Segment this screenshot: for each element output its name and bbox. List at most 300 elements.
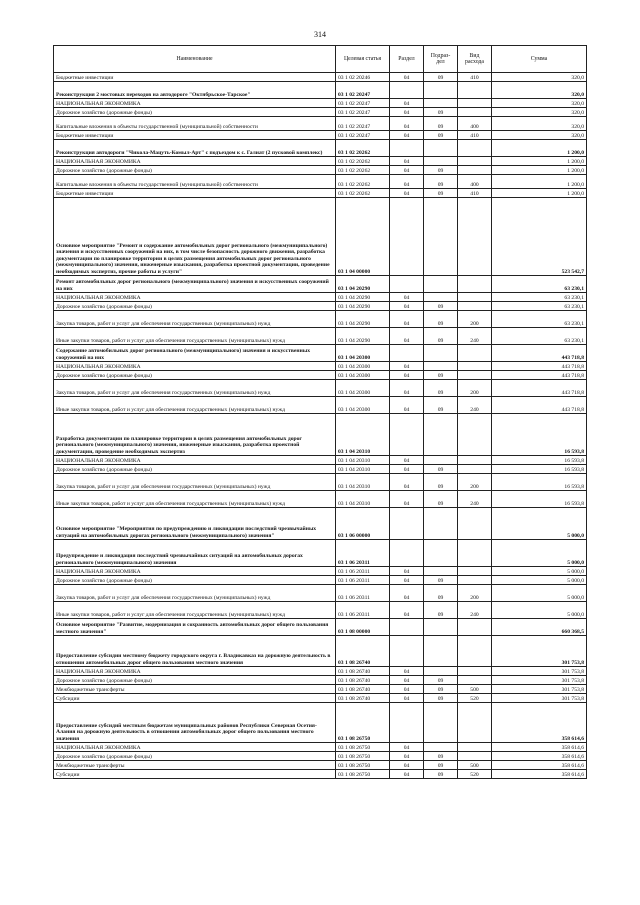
table-row [54,474,587,491]
table-row [54,743,587,752]
cell-name: НАЦИОНАЛЬНАЯ ЭКОНОМИКА [54,293,336,302]
table-row [54,752,587,761]
cell-expense-type [458,293,492,302]
cell-subsection: 09 [424,302,458,311]
cell-section [390,414,424,456]
cell-sum: 443 718,8 [492,397,587,414]
header-subsection: Подраз- дел [424,46,458,73]
cell-section: 04 [390,166,424,175]
cell-sum: 443 718,8 [492,345,587,362]
cell-expense-type: 520 [458,770,492,779]
cell-section: 04 [390,667,424,676]
cell-sum: 358 614,6 [492,770,587,779]
cell-name: Бюджетные инвестиции [54,131,336,140]
cell-name: Субсидии [54,770,336,779]
cell-target-article: 03 1 04 20300 [336,362,390,371]
table-row [54,491,587,508]
table-row [54,345,587,362]
cell-expense-type: 240 [458,602,492,619]
cell-expense-type [458,157,492,166]
cell-expense-type: 240 [458,491,492,508]
cell-name: Основное мероприятие "Мероприятия по предупреждению и ликвидации последствий чрезвычайных ситуаций на автомобильных дорогах регионального (межмуниципального) значения" [54,508,336,540]
cell-name: Дорожное хозяйство (дорожные фонды) [54,576,336,585]
table-row [54,108,587,117]
cell-section: 04 [390,117,424,131]
cell-subsection: 09 [424,685,458,694]
cell-sum: 16 593,8 [492,474,587,491]
table-row [54,99,587,108]
cell-target-article: 03 1 04 20300 [336,380,390,397]
header-target-article: Целевая статья [336,46,390,73]
cell-sum: 16 593,8 [492,456,587,465]
table-row [54,456,587,465]
cell-section: 04 [390,108,424,117]
cell-subsection [424,508,458,540]
cell-name: Бюджетные инвестиции [54,73,336,82]
cell-name: Разработка документации по планировке территории в целях размещения автомобильных дорог регионального (межмуниципального) значения, инженерные изыскания, разработка проектной документации, проведение необходимых экспертиз [54,414,336,456]
cell-expense-type [458,743,492,752]
table-row [54,371,587,380]
cell-target-article: 03 1 02 20246 [336,73,390,82]
cell-name: Иные закупки товаров, работ и услуг для обеспечения государственных (муниципальных) нужд [54,491,336,508]
cell-subsection: 09 [424,371,458,380]
cell-section: 04 [390,157,424,166]
cell-subsection [424,293,458,302]
cell-section: 04 [390,685,424,694]
cell-subsection [424,140,458,157]
cell-sum: 1 200,0 [492,166,587,175]
table-row [54,380,587,397]
cell-target-article: 03 1 02 20262 [336,157,390,166]
cell-target-article: 03 1 08 26750 [336,761,390,770]
cell-sum: 443 718,8 [492,371,587,380]
cell-section [390,140,424,157]
cell-subsection: 09 [424,752,458,761]
cell-target-article: 03 1 08 26740 [336,667,390,676]
cell-subsection [424,99,458,108]
table-row [54,293,587,302]
cell-target-article: 03 1 04 00000 [336,198,390,276]
cell-target-article: 03 1 02 20247 [336,117,390,131]
cell-section: 04 [390,602,424,619]
table-row [54,140,587,157]
cell-section: 04 [390,465,424,474]
cell-section [390,636,424,667]
cell-sum: 443 718,8 [492,362,587,371]
budget-table [53,45,587,779]
cell-name: Иные закупки товаров, работ и услуг для обеспечения государственных (муниципальных) нужд [54,397,336,414]
table-row [54,576,587,585]
cell-name: Дорожное хозяйство (дорожные фонды) [54,166,336,175]
cell-target-article: 03 1 04 20290 [336,328,390,345]
cell-subsection: 09 [424,380,458,397]
table-row [54,311,587,328]
cell-name: Капитальные вложения в объекты государственной (муниципальной) собственности [54,175,336,189]
table-row [54,465,587,474]
cell-subsection: 09 [424,474,458,491]
cell-name: Предоставление субсидии местному бюджету городского округа г. Владикавказ на дорожную деятельность в отношении автомобильных дорог общего пользования местного значения [54,636,336,667]
cell-name: Закупка товаров, работ и услуг для обеспечения государственных (муниципальных) нужд [54,474,336,491]
cell-sum: 358 614,6 [492,743,587,752]
header-section: Раздел [390,46,424,73]
cell-subsection [424,567,458,576]
table-row [54,761,587,770]
cell-expense-type: 200 [458,311,492,328]
cell-target-article: 03 1 06 20311 [336,576,390,585]
cell-subsection [424,619,458,636]
cell-subsection: 09 [424,576,458,585]
cell-expense-type: 410 [458,131,492,140]
cell-subsection [424,362,458,371]
cell-sum: 320,0 [492,82,587,99]
cell-section: 04 [390,491,424,508]
cell-subsection [424,82,458,99]
cell-target-article: 03 1 04 20300 [336,345,390,362]
cell-subsection: 09 [424,117,458,131]
table-row [54,703,587,743]
cell-section: 04 [390,189,424,198]
cell-target-article: 03 1 08 26740 [336,694,390,703]
table-row [54,302,587,311]
cell-target-article: 03 1 02 20262 [336,189,390,198]
cell-expense-type [458,345,492,362]
cell-target-article: 03 1 02 20247 [336,99,390,108]
cell-expense-type [458,636,492,667]
cell-subsection [424,636,458,667]
cell-sum: 63 230,1 [492,276,587,293]
cell-expense-type: 520 [458,694,492,703]
cell-subsection: 09 [424,676,458,685]
table-row [54,157,587,166]
cell-expense-type [458,540,492,567]
cell-section: 04 [390,770,424,779]
cell-subsection: 09 [424,465,458,474]
header-expense-type: Вид расхода [458,46,492,73]
cell-sum: 301 753,8 [492,636,587,667]
cell-name: Дорожное хозяйство (дорожные фонды) [54,676,336,685]
cell-target-article: 03 1 06 20311 [336,567,390,576]
cell-target-article: 03 1 04 20310 [336,491,390,508]
cell-section: 04 [390,694,424,703]
cell-sum: 1 200,0 [492,157,587,166]
cell-sum: 358 614,6 [492,761,587,770]
table-row [54,585,587,602]
header-name: Наименование [54,46,336,73]
cell-section: 04 [390,175,424,189]
cell-subsection: 09 [424,166,458,175]
cell-sum: 320,0 [492,99,587,108]
cell-subsection: 09 [424,397,458,414]
cell-subsection: 09 [424,491,458,508]
cell-name: Содержание автомобильных дорог регионального (межмуниципального) значения и искусственных сооружений на них [54,345,336,362]
table-row [54,328,587,345]
cell-sum: 301 753,8 [492,676,587,685]
cell-target-article: 03 1 08 26750 [336,743,390,752]
table-row [54,276,587,293]
cell-expense-type: 240 [458,328,492,345]
cell-name: Дорожное хозяйство (дорожные фонды) [54,302,336,311]
cell-section [390,540,424,567]
cell-subsection [424,345,458,362]
cell-expense-type: 200 [458,585,492,602]
cell-section: 04 [390,73,424,82]
cell-name: Межбюджетные трансферты [54,761,336,770]
cell-expense-type [458,108,492,117]
cell-expense-type: 410 [458,189,492,198]
cell-sum: 5 000,0 [492,602,587,619]
cell-subsection: 09 [424,73,458,82]
cell-sum: 5 000,0 [492,585,587,602]
cell-expense-type [458,99,492,108]
cell-name: Закупка товаров, работ и услуг для обеспечения государственных (муниципальных) нужд [54,585,336,602]
table-row [54,694,587,703]
cell-name: Иные закупки товаров, работ и услуг для обеспечения государственных (муниципальных) нужд [54,602,336,619]
cell-section [390,508,424,540]
cell-sum: 63 230,1 [492,293,587,302]
cell-sum: 443 718,8 [492,380,587,397]
cell-name: Иные закупки товаров, работ и услуг для обеспечения государственных (муниципальных) нужд [54,328,336,345]
table-row [54,636,587,667]
cell-target-article: 03 1 04 20300 [336,397,390,414]
cell-expense-type: 200 [458,380,492,397]
cell-target-article: 03 1 02 20262 [336,140,390,157]
table-row [54,117,587,131]
cell-sum: 320,0 [492,117,587,131]
cell-subsection: 09 [424,585,458,602]
cell-section [390,703,424,743]
cell-subsection: 09 [424,770,458,779]
table-row [54,397,587,414]
table-row [54,131,587,140]
table-row [54,685,587,694]
cell-name: Предоставление субсидий местным бюджетам муниципальных районов Республики Северная Осетия-Алания на дорожную деятельность в отношении автомобильных дорог общего пользования местного значения [54,703,336,743]
cell-section: 04 [390,311,424,328]
cell-name: Закупка товаров, работ и услуг для обеспечения государственных (муниципальных) нужд [54,380,336,397]
cell-sum: 660 368,5 [492,619,587,636]
cell-subsection [424,276,458,293]
cell-section: 04 [390,743,424,752]
cell-target-article: 03 1 04 20290 [336,311,390,328]
cell-name: НАЦИОНАЛЬНАЯ ЭКОНОМИКА [54,667,336,676]
cell-target-article: 03 1 04 20310 [336,456,390,465]
cell-name: Дорожное хозяйство (дорожные фонды) [54,108,336,117]
cell-target-article: 03 1 02 20247 [336,131,390,140]
table-header-row [54,46,587,73]
cell-section [390,345,424,362]
cell-expense-type [458,362,492,371]
cell-section: 04 [390,752,424,761]
cell-sum: 5 000,0 [492,508,587,540]
cell-expense-type [458,676,492,685]
cell-target-article: 03 1 08 26750 [336,703,390,743]
cell-sum: 5 000,0 [492,576,587,585]
cell-expense-type [458,198,492,276]
table-row [54,508,587,540]
cell-section [390,82,424,99]
cell-target-article: 03 1 08 26750 [336,752,390,761]
cell-name: Закупка товаров, работ и услуг для обеспечения государственных (муниципальных) нужд [54,311,336,328]
cell-expense-type [458,567,492,576]
page-number: 314 [314,30,326,39]
cell-subsection: 09 [424,189,458,198]
cell-section: 04 [390,371,424,380]
cell-target-article: 03 1 08 00000 [336,619,390,636]
cell-expense-type [458,619,492,636]
cell-expense-type [458,166,492,175]
cell-target-article: 03 1 04 20310 [336,465,390,474]
cell-expense-type [458,82,492,99]
cell-target-article: 03 1 02 20262 [336,175,390,189]
cell-target-article: 03 1 02 20247 [336,108,390,117]
cell-expense-type: 400 [458,117,492,131]
table-row [54,667,587,676]
cell-section: 04 [390,474,424,491]
cell-subsection [424,540,458,567]
header-sum: Сумма [492,46,587,73]
cell-section [390,198,424,276]
cell-subsection [424,743,458,752]
cell-subsection: 09 [424,108,458,117]
cell-subsection: 09 [424,602,458,619]
cell-name: НАЦИОНАЛЬНАЯ ЭКОНОМИКА [54,99,336,108]
cell-subsection: 09 [424,311,458,328]
cell-expense-type [458,456,492,465]
table-row [54,175,587,189]
table-row [54,82,587,99]
cell-section: 04 [390,567,424,576]
cell-name: НАЦИОНАЛЬНАЯ ЭКОНОМИКА [54,743,336,752]
cell-target-article: 03 1 04 20290 [336,293,390,302]
cell-expense-type [458,302,492,311]
cell-sum: 320,0 [492,108,587,117]
cell-section [390,619,424,636]
cell-target-article: 03 1 06 00000 [336,508,390,540]
table-row [54,166,587,175]
cell-subsection [424,456,458,465]
cell-target-article: 03 1 06 20311 [336,602,390,619]
cell-subsection: 09 [424,131,458,140]
cell-section: 04 [390,328,424,345]
table-row [54,619,587,636]
table-row [54,602,587,619]
cell-section: 04 [390,761,424,770]
cell-expense-type: 240 [458,397,492,414]
cell-target-article: 03 1 08 26740 [336,685,390,694]
cell-expense-type [458,667,492,676]
cell-sum: 301 753,8 [492,685,587,694]
cell-expense-type [458,576,492,585]
cell-sum: 1 200,0 [492,140,587,157]
cell-name: Межбюджетные трансферты [54,685,336,694]
table-row [54,198,587,276]
cell-name: Основное мероприятие "Ремонт и содержание автомобильных дорог регионального (межмуниципального) значения и искусственных сооружений на них, в том числе безопасность дорожного движения, разработка документации по планировке территории в целях размещения автомобильных дорог регионального (межмуниципального) значения, инженерные изыскания, разработка проектной документации, проведение необходимых экспертиз, прочие работы и услуги" [54,198,336,276]
cell-name: НАЦИОНАЛЬНАЯ ЭКОНОМИКА [54,567,336,576]
table-row [54,567,587,576]
cell-name: Субсидии [54,694,336,703]
cell-sum: 16 593,8 [492,491,587,508]
cell-section [390,276,424,293]
table-row [54,73,587,82]
cell-sum: 301 753,8 [492,667,587,676]
cell-name: Дорожное хозяйство (дорожные фонды) [54,465,336,474]
cell-section: 04 [390,380,424,397]
cell-subsection: 09 [424,175,458,189]
cell-target-article: 03 1 02 20262 [336,166,390,175]
cell-name: Дорожное хозяйство (дорожные фонды) [54,752,336,761]
cell-expense-type [458,140,492,157]
cell-name: НАЦИОНАЛЬНАЯ ЭКОНОМИКА [54,362,336,371]
cell-subsection [424,414,458,456]
cell-expense-type [458,752,492,761]
cell-name: Капитальные вложения в объекты государственной (муниципальной) собственности [54,117,336,131]
cell-expense-type: 200 [458,474,492,491]
cell-section: 04 [390,131,424,140]
cell-sum: 358 614,6 [492,752,587,761]
table-row [54,414,587,456]
cell-expense-type: 500 [458,685,492,694]
cell-name: НАЦИОНАЛЬНАЯ ЭКОНОМИКА [54,456,336,465]
cell-section: 04 [390,585,424,602]
cell-target-article: 03 1 02 20247 [336,82,390,99]
cell-target-article: 03 1 04 20290 [336,276,390,293]
cell-expense-type [458,703,492,743]
cell-expense-type [458,371,492,380]
cell-name: Предупреждение и ликвидация последствий чрезвычайных ситуаций на автомобильных дорогах регионального (межмуниципального) значения [54,540,336,567]
cell-target-article: 03 1 04 20310 [336,474,390,491]
cell-sum: 16 593,8 [492,465,587,474]
cell-sum: 5 000,0 [492,567,587,576]
cell-name: Реконструкция 2 мостовых переходов на автодороге "Октябрьское-Тарское" [54,82,336,99]
cell-subsection: 09 [424,328,458,345]
cell-sum: 1 200,0 [492,175,587,189]
cell-subsection [424,703,458,743]
cell-target-article: 03 1 04 20290 [336,302,390,311]
cell-sum: 5 000,0 [492,540,587,567]
cell-subsection [424,157,458,166]
cell-expense-type [458,508,492,540]
cell-target-article: 03 1 08 26750 [336,770,390,779]
cell-subsection: 09 [424,694,458,703]
cell-expense-type [458,414,492,456]
table-row [54,770,587,779]
cell-expense-type: 410 [458,73,492,82]
table-row [54,362,587,371]
cell-target-article: 03 1 04 20310 [336,414,390,456]
cell-target-article: 03 1 08 26740 [336,676,390,685]
cell-section: 04 [390,293,424,302]
cell-sum: 63 230,1 [492,311,587,328]
cell-sum: 358 614,6 [492,703,587,743]
table-row [54,540,587,567]
cell-name: Основное мероприятие "Развитие, модернизация и сохранность автомобильных дорог общего пользования местного значения" [54,619,336,636]
cell-sum: 523 542,7 [492,198,587,276]
cell-name: Дорожное хозяйство (дорожные фонды) [54,371,336,380]
cell-sum: 63 230,1 [492,302,587,311]
table-row [54,676,587,685]
cell-section: 04 [390,676,424,685]
cell-name: НАЦИОНАЛЬНАЯ ЭКОНОМИКА [54,157,336,166]
cell-target-article: 03 1 06 20311 [336,540,390,567]
cell-section: 04 [390,456,424,465]
cell-name: Реконструкция автодороги "Чикола-Мацуть-Комыл-Арт" с подъездом к с. Галиат (2 пусковой комплекс) [54,140,336,157]
cell-expense-type: 400 [458,175,492,189]
table-row [54,189,587,198]
cell-subsection [424,198,458,276]
cell-target-article: 03 1 04 20300 [336,371,390,380]
cell-expense-type [458,465,492,474]
cell-section: 04 [390,302,424,311]
cell-target-article: 03 1 06 20311 [336,585,390,602]
